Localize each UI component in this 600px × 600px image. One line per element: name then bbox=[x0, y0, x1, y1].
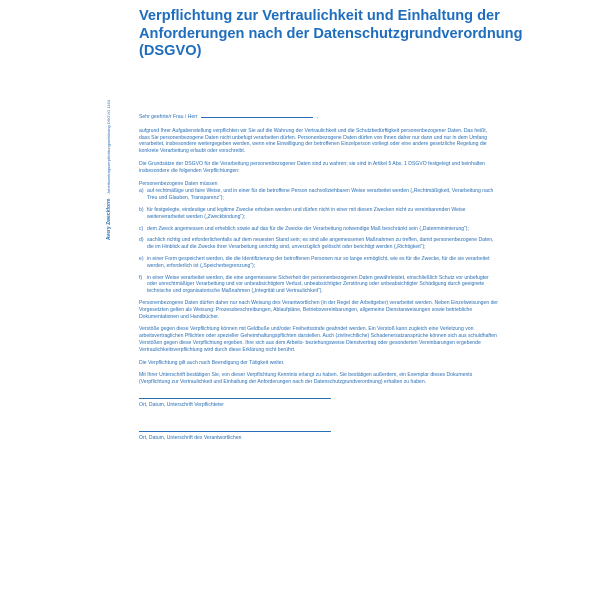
list-item bbox=[139, 275, 499, 295]
side-imprint bbox=[106, 100, 112, 240]
list-item bbox=[139, 207, 499, 221]
list-item bbox=[139, 188, 499, 202]
salutation-comma: , bbox=[316, 114, 318, 120]
list-text: für festgelegte, eindeutige und legitime Zwecke erhoben werden und dürfen nicht in einer mit diesen Zwecken nicht zu vereinbarenden Weise weiterverarbeitet werden („Zweckbindung“); bbox=[147, 206, 466, 220]
list-marker: d) bbox=[139, 237, 144, 244]
penalties-paragraph: Verstöße gegen diese Verpflichtung können mit Geldbuße und/oder Freiheitsstrafe geahndet werden. Ein Verstoß kann zugleich eine Verletzung von arbeitsvertraglichen Pflichten oder spezieller Geheimhaltungspflichten darstellen. Auch (zivilrechtliche) Schadenersatzansprüche können sich aus schuldhaften Verstößen gegen diese Verpflichtung ergeben. Ihre sich aus dem Arbeits- beziehungsweise Dienstvertrag oder gesonderten Vereinbarungen ergebende Vertraulichkeitsverpflichtung wird durch diese Erklärung nicht berührt. bbox=[139, 326, 497, 353]
list-item bbox=[139, 237, 499, 251]
validity-paragraph: Die Verpflichtung gilt auch nach Beendigung der Tätigkeit weiter. bbox=[139, 359, 285, 366]
salutation-text: Sehr geehrte/r Frau / Herr bbox=[139, 114, 198, 120]
principles-paragraph: Die Grundsätze der DSGVO für die Verarbeitung personenbezogener Daten sind zu wahren; sie sind in Artikel 5 Abs. 1 DSGVO festgelegt und beinhalten insbesondere die folgenden Verpflichtungen: bbox=[139, 160, 486, 174]
confirmation-paragraph: Mit Ihrer Unterschrift bestätigen Sie, von dieser Verpflichtung Kenntnis erlangt zu haben. Sie bestätigen außerdem, ein Exemplar dieses Dokuments (Verpflichtung zur Vertraulichkeit und Einhaltung der Anforderungen nach der Datenschutzgrundverordnung) erhalten zu haben. bbox=[139, 372, 473, 386]
list-text: sachlich richtig und erforderlichenfalls auf dem neuesten Stand sein; es sind alle angemessenen Maßnahmen zu treffen, damit personenbezogene Daten, die im Hinblick auf die Zwecke ihrer Verarbeitung unrichtig sind, unverzüglich gelöscht oder berichtigt werden („Richtigkeit“); bbox=[147, 237, 494, 251]
brand-logo: Avery Zweckform bbox=[106, 198, 112, 240]
list-marker: f) bbox=[139, 274, 143, 281]
signature-line bbox=[139, 398, 331, 399]
list-item bbox=[139, 226, 499, 233]
list-marker: c) bbox=[139, 225, 144, 232]
list-text: dem Zweck angemessen und erheblich sowie auf das für die Zwecke der Verarbeitung notwendige Maß beschränkt sein („Datenminimierung“); bbox=[147, 225, 469, 232]
signature-caption: Ort, Datum, Unterschrift Verpflichteter bbox=[139, 401, 224, 408]
list-text: auf rechtmäßige und faire Weise, und in einer für die betroffene Person nachvollziehbaren Weise verarbeitet werden („Rechtmäßigkeit, Verarbeitung nach Treu und Glauben, Transparenz“); bbox=[147, 188, 494, 202]
signature-line bbox=[139, 431, 331, 432]
salutation bbox=[139, 113, 499, 121]
list-heading: Personenbezogene Daten müssen bbox=[139, 180, 218, 187]
intro-paragraph: aufgrund Ihrer Aufgabenstellung verpflichten wir Sie auf die Wahrung der Vertraulichkeit und die Schutzbedürftigkeit personenbezogener Daten. Das heißt, dass Sie personenbezogene Daten nicht unbefugt verarbeiten dürfen. Personenbezogene Daten dürfen von Ihnen daher nur dann und nur in dem Umfang verarbeitet, insbesondere weitergegeben werden, wenn eine Einwilligung der betroffenen Einzelperson vorliegt oder eine andere gesetzliche Regelung die konkrete Verarbeitung erlaubt oder vorschreibt. bbox=[139, 127, 488, 155]
signature-caption: Ort, Datum, Unterschrift des Verantwortlichen bbox=[139, 434, 242, 441]
list-marker: b) bbox=[139, 206, 144, 213]
signature-block-controller bbox=[139, 431, 499, 442]
document-body bbox=[139, 113, 499, 442]
form-number: Arbeitsvertragsverpflichtungserklärung DSGVO 1164 bbox=[106, 100, 111, 194]
list-text: in einer Form gespeichert werden, die die Identifizierung der betroffenen Personen nur so lange ermöglicht, wie es für die Zwecke, für die sie verarbeitet werden, erforderlich ist („Speicherbegrenzung“); bbox=[147, 255, 490, 269]
name-blank-line bbox=[201, 113, 313, 118]
signature-block-obligee bbox=[139, 398, 499, 409]
list-text: in einer Weise verarbeitet werden, die eine angemessene Sicherheit der personenbezogenen Daten gewährleistet, einschließlich Schutz vor unbefugter oder unrechtmäßiger Verarbeitung und vor unbeabsichtigtem Verlust, unbeabsichtigter Zerstörung oder unbeabsichtigter Schädigung durch geeignete technische und organisatorische Maßnahmen („Integrität und Vertraulichkeit“). bbox=[147, 274, 489, 295]
list-marker: e) bbox=[139, 255, 144, 262]
list-item bbox=[139, 256, 499, 270]
list-marker: a) bbox=[139, 188, 144, 195]
instructions-paragraph: Personenbezogene Daten dürfen daher nur nach Weisung des Verantwortlichen (in der Regel der Arbeitgeber) verarbeitet werden. Neben Einzelweisungen der Vorgesetzten gelten als Weisung: Prozessbeschreibungen, Ablaufpläne, Betriebsvereinbarungen, allgemeine Dienstanweisungen sowie betriebliche Dokumentationen und Handbücher. bbox=[139, 299, 498, 320]
document-title: Verpflichtung zur Vertraulichkeit und Einhaltung der Anforderungen nach der Datenschutzgrundverordnung (DSGVO) bbox=[139, 8, 523, 59]
